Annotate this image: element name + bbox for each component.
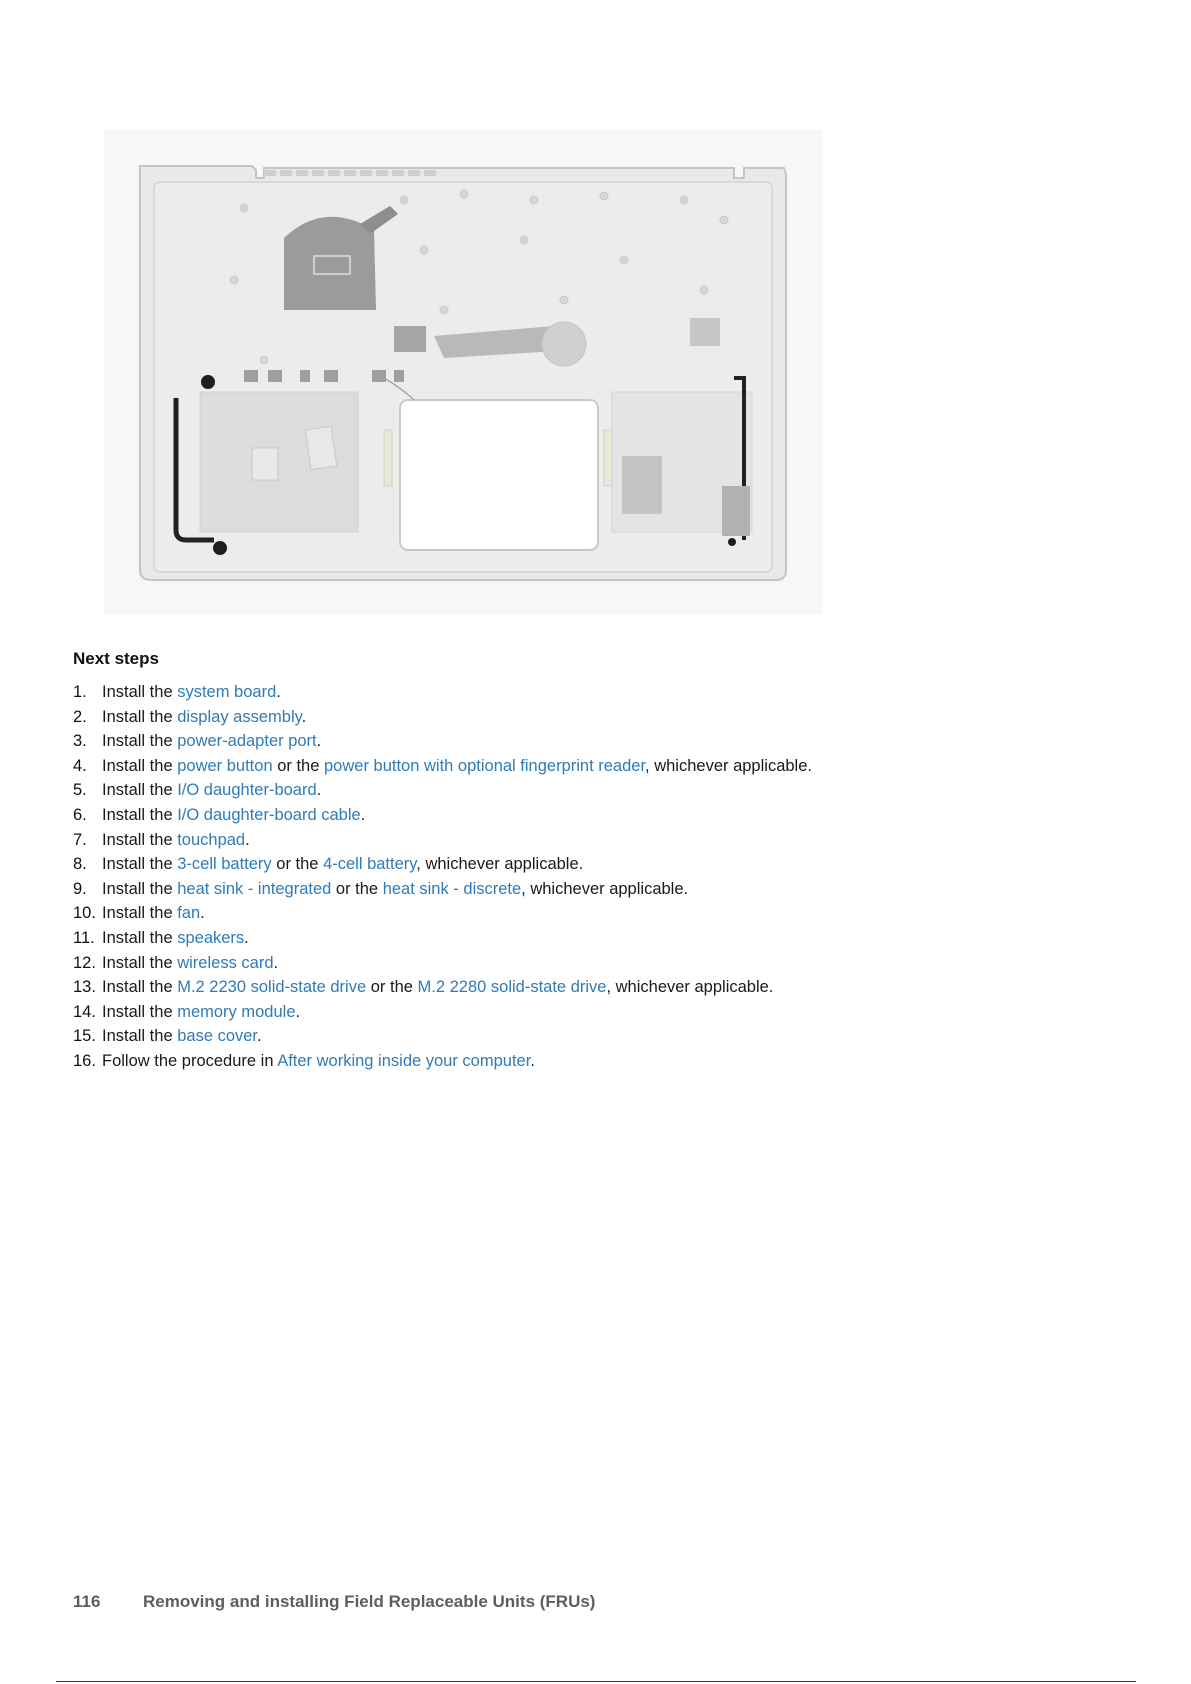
step-text: .: [316, 732, 322, 751]
step-text: Follow the procedure in: [102, 1051, 278, 1070]
step-link[interactable]: memory module: [177, 1002, 296, 1021]
step-link[interactable]: power button with optional fingerprint reader: [324, 756, 646, 775]
step-number: 7.: [73, 830, 87, 849]
step-number: 2.: [73, 707, 87, 726]
step-link[interactable]: M.2 2280 solid-state drive: [417, 978, 607, 997]
step-link[interactable]: power button: [177, 756, 273, 775]
step-text: .: [295, 1002, 301, 1021]
step-text: Install the: [102, 756, 178, 775]
next-steps-list: [73, 680, 812, 1074]
step-number: 4.: [73, 756, 87, 775]
step-text: .: [316, 781, 322, 800]
step-text: .: [301, 707, 307, 726]
step-text: Install the: [102, 683, 178, 701]
step-link[interactable]: I/O daughter-board cable: [177, 805, 361, 824]
step-link[interactable]: speakers: [177, 928, 245, 947]
step-text: or the: [366, 978, 418, 997]
step-text: , whichever applicable.: [606, 978, 774, 997]
step-text: or the: [271, 855, 324, 874]
step-text: Install the: [102, 855, 178, 874]
step-text: Install the: [102, 781, 178, 800]
step-link[interactable]: heat sink - discrete: [382, 879, 522, 898]
step-link[interactable]: fan: [177, 904, 201, 923]
step-link[interactable]: power-adapter port: [177, 732, 317, 751]
step-text: Install the: [102, 707, 178, 726]
step-text: .: [276, 683, 281, 701]
step-text: Install the: [102, 953, 178, 972]
step-text: Install the: [102, 732, 178, 751]
step-text: Install the: [102, 805, 178, 824]
step-link[interactable]: 4-cell battery: [323, 855, 417, 874]
step-number: 11.: [73, 928, 95, 947]
step-text: or the: [272, 756, 324, 775]
footer-section-title: Removing and installing Field Replaceable Units (FRUs): [143, 1592, 596, 1611]
step-text: Install the: [102, 1027, 178, 1046]
step-item: [73, 803, 812, 828]
page-number: 116: [73, 1592, 101, 1611]
step-number: 3.: [73, 732, 87, 751]
palmrest-assembly-illustration: [104, 130, 822, 614]
step-number: 16.: [73, 1051, 96, 1070]
step-number: 6.: [73, 805, 87, 824]
step-number: 5.: [73, 781, 87, 800]
step-number: 15.: [73, 1027, 96, 1046]
step-link[interactable]: touchpad: [177, 830, 246, 849]
step-link[interactable]: I/O daughter-board: [177, 781, 317, 800]
step-item: [73, 951, 812, 976]
section-heading: Next steps: [73, 649, 159, 668]
step-number: 12.: [73, 953, 96, 972]
step-item: [73, 901, 812, 926]
step-text: .: [530, 1051, 535, 1070]
step-item: [73, 705, 812, 730]
step-text: .: [257, 1027, 262, 1046]
step-item: [73, 1000, 812, 1025]
step-link[interactable]: heat sink - integrated: [177, 879, 332, 898]
step-text: .: [360, 805, 366, 824]
step-number: 8.: [73, 855, 87, 874]
step-item: [73, 1024, 812, 1049]
step-text: Install the: [102, 904, 178, 923]
step-link[interactable]: base cover: [177, 1027, 258, 1046]
step-text: .: [244, 928, 249, 947]
step-item: [73, 729, 812, 754]
step-text: Install the: [102, 1002, 178, 1021]
step-text: Install the: [102, 879, 178, 898]
step-number: 10.: [73, 904, 96, 923]
step-item: [73, 828, 812, 853]
step-link[interactable]: wireless card: [177, 953, 274, 972]
step-text: Install the: [102, 830, 178, 849]
step-item: [73, 926, 812, 951]
step-number: 14.: [73, 1002, 96, 1021]
step-item: [73, 975, 812, 1000]
step-text: , whichever applicable.: [521, 879, 689, 898]
step-text: .: [273, 953, 279, 972]
step-link[interactable]: After working inside your computer: [277, 1051, 531, 1070]
step-link[interactable]: M.2 2230 solid-state drive: [177, 978, 367, 997]
step-text: or the: [331, 879, 383, 898]
step-text: Install the: [102, 978, 178, 997]
step-text: Install the: [102, 928, 178, 947]
step-link[interactable]: display assembly: [177, 707, 302, 726]
step-item: [73, 1049, 812, 1074]
footer-divider: [56, 1681, 1136, 1682]
step-link[interactable]: 3-cell battery: [177, 855, 272, 874]
step-item: [73, 778, 812, 803]
step-item: [73, 877, 812, 902]
step-item: [73, 852, 812, 877]
step-text: .: [245, 830, 250, 849]
step-text: .: [200, 904, 205, 923]
step-item: [73, 680, 812, 705]
step-number: 9.: [73, 879, 87, 898]
step-link[interactable]: system board: [177, 683, 277, 701]
step-number: 1.: [73, 683, 87, 701]
step-text: , whichever applicable.: [416, 855, 584, 874]
step-text: , whichever applicable.: [645, 756, 812, 775]
step-number: 13.: [73, 978, 96, 997]
step-item: [73, 754, 812, 779]
